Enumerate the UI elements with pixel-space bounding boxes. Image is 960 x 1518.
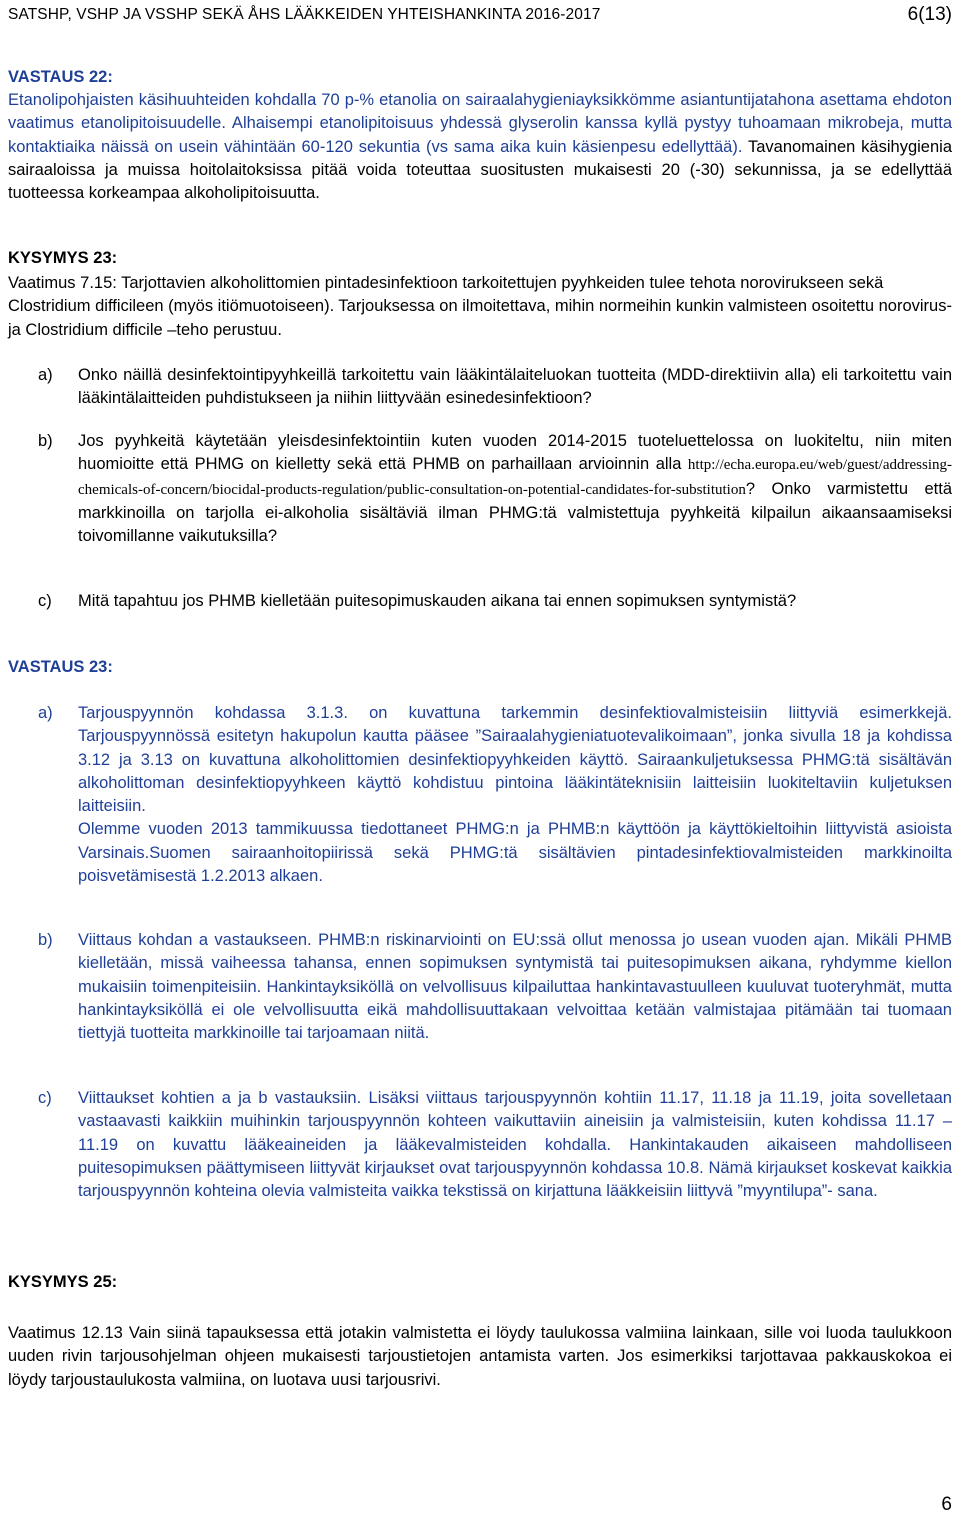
- item-label: c): [38, 592, 52, 610]
- item-text: [78, 430, 952, 548]
- vastaus-23-heading-block: [8, 656, 952, 679]
- item-label: b): [38, 432, 53, 450]
- vastaus-22-heading-block: [8, 66, 952, 89]
- item-text-part1: Jos pyyhkeitä käytetään yleisdesinfektointiin kuten vuoden 2014-2015 tuoteluettelossa on luokiteltu, niin miten huomioitte että PHMG on kielletty sekä että PHMB on parhaillaan arvioinnin alla: [78, 432, 952, 474]
- echa-url-link[interactable]: http://echa.europa.eu/web/guest/addressing-chemicals-of-concern/biocidal-products-regulation/public-consultation-on-potential-candidates-for-substitution: [78, 457, 952, 498]
- kysymys-25-text: Vaatimus 12.13 Vain siinä tapauksessa että jotakin valmistetta ei löydy taulukossa valmiina lainkaan, sille voi luoda taulukkoon uuden rivin tarjousohjelman ohjeen mukaisesti tarjoustietojen antamista varten. Jos esimerkiksi tarjottavaa pakkauskokoa ei löydy tarjoustaulukosta valmiina, on luotava uusi tarjousrivi.: [8, 1324, 952, 1389]
- item-label: c): [38, 1089, 52, 1107]
- item-text-para2: Olemme vuoden 2013 tammikuussa tiedottaneet PHMG:n ja PHMB:n käyttöön ja käyttökieltoihin liittyvistä asioista Varsinais.Suomen sairaanhoitopiirissä sekä PHMG:tä sisältävien pintadesinfektiovalmisteiden markkinoilta poisvetämisestä 1.2.2013 alkaen.: [78, 820, 952, 886]
- item-text-para1: Tarjouspyynnön kohdassa 3.1.3. on kuvattuna tarkemmin desinfektiovalmisteisiin liittyviä esimerkkejä. Tarjouspyynnössä esitetyn hakupolun kautta pääsee ”Sairaalahygieniatuotevalikoimaan”, jonka sivulla 18 ja kohdissa 3.12 ja 3.13 on kuvattuna alkoholittomien desinfektiopyyhkeiden käyttö. Sairaankuljetuksessa PHMG:tä sisältävän alkoholittoman desinfektiopyyhkeen käyttö kohdistuu pintoina lääkintäteknisiin laitteisiin luokiteltaviin kuljetuksen laitteisiin.: [78, 704, 952, 816]
- item-text: Mitä tapahtuu jos PHMB kielletään puitesopimuskauden aikana tai ennen sopimuksen syntymistä?: [78, 592, 797, 610]
- item-text: Onko näillä desinfektointipyyhkeillä tarkoitettu vain lääkintälaiteluokan tuotteita (MDD-direktiivin alla) eli tarkoitettu vain lääkintälaitteiden puhdistukseen ja niihin liittyvään esinedesinfektioon?: [78, 366, 952, 408]
- page-header: [8, 4, 952, 26]
- item-text-part2: ? Onko varmistettu että markkinoilla on tarjolla ei-alkoholia sisältäviä ilman PHMG:tä valmistettuja pyyhkeitä kilpailun aikaansaamiseksi toivomillanne vaikutuksilla?: [78, 479, 952, 546]
- item-text: Viittaukset kohtien a ja b vastauksiin. Lisäksi viittaus tarjouspyynnön kohtiin 11.17, 11.18 ja 11.19, joita sovelletaan vastaavasti kaikkiin muihinkin tarjouspyynnön kohteen vaikuttaviin aineisiin ja valmisteisiin, kuten kohdissa 11.17 – 11.19 on kuvattu lääkeaineiden ja lääkevalmisteiden kohdalla. Hankintakauden aikaiseen mahdolliseen puitesopimuksen päättymiseen liittyvät kirjaukset ovat tarjouspyynnön kohdassa 10.8. Nämä kirjaukset koskevat kaikkia tarjouspyynnön kohteina olevia valmisteita vaikka tekstissä on kirjattuna lääkkeisiin liittyvä ”myyntilupa”- sana.: [78, 1089, 952, 1201]
- kysymys-23-heading: KYSYMYS 23:: [8, 249, 118, 267]
- item-label: a): [38, 366, 53, 384]
- footer-page-number: 6: [941, 1494, 952, 1515]
- kysymys-25-heading: KYSYMYS 25:: [8, 1273, 118, 1291]
- vastaus-22-blue-text: Etanolipohjaisten käsihuuhteiden kohdalla 70 p-% etanolia on sairaalahygieniayksikkömme asiantuntijatahona asettama ehdoton vaatimus etanolipitoisuudelle. Alhaisempi etanolipitoisuus yhdessä glyserolin kanssa kyllä pystyy tuhoamaan mikrobeja, mutta kontaktiaika näissä on usein vähintään 60-120 sekuntia (vs sama aika kuin käsienpesu edellyttää).: [8, 91, 952, 156]
- item-label: b): [38, 931, 53, 949]
- kysymys-23-text: Vaatimus 7.15: Tarjottavien alkoholittomien pintadesinfektioon tarkoitettujen pyyhkeiden tulee tehota norovirukseen sekä Clostridium difficileen (myös itiömuotoiseen). Tarjouksessa on ilmoitettava, mihin normeihin kunkin valmisteen osoitettu norovirus- ja Clostridium difficile –teho perustuu.: [8, 274, 952, 339]
- kysymys-25-heading-block: [8, 1271, 952, 1294]
- vastaus-22-black-text: Tavanomainen käsihygienia sairaaloissa ja muissa hoitolaitoksissa pitää voida toteuttaa suositusten mukaisesti 20 (-30) sekunnissa, ja se edellyttää tuotteessa korkeampaa alkoholipitoisuutta.: [8, 137, 952, 203]
- vastaus-23-heading: VASTAUS 23:: [8, 658, 113, 676]
- kysymys-25-body: [8, 1322, 952, 1392]
- kysymys-23-body: [8, 272, 952, 342]
- vastaus-22-heading: VASTAUS 22:: [8, 68, 113, 86]
- header-title: SATSHP, VSHP JA VSSHP SEKÄ ÅHS LÄÄKKEIDEN YHTEISHANKINTA 2016-2017: [8, 6, 601, 23]
- item-text: [78, 702, 952, 888]
- item-label: a): [38, 704, 53, 722]
- item-text: Viittaus kohdan a vastaukseen. PHMB:n riskinarviointi on EU:ssä ollut menossa jo usean vuoden ajan. Mikäli PHMB kielletään, missä vaiheessa tahansa, ennen sopimuksen syntymistä tai puitesopimuksen aikana, ryhdymme kiellon mukaisiin toimenpiteisiin. Hankintayksiköllä on velvollisuus kilpailuttaa hankintavastuulleen kuuluvat tuoteryhmät, mutta hankintayksiköllä ei ole velvollisuutta eikä mahdollisuuttakaan velvoittaa ketään valmistajaa pitämään tai tuomaan tiettyjä tuotteita markkinoille tai tarjoamaan niitä.: [78, 931, 952, 1043]
- kysymys-23-heading-block: [8, 247, 952, 270]
- vastaus-22-body: [8, 89, 952, 205]
- header-page-counter: 6(13): [907, 4, 952, 25]
